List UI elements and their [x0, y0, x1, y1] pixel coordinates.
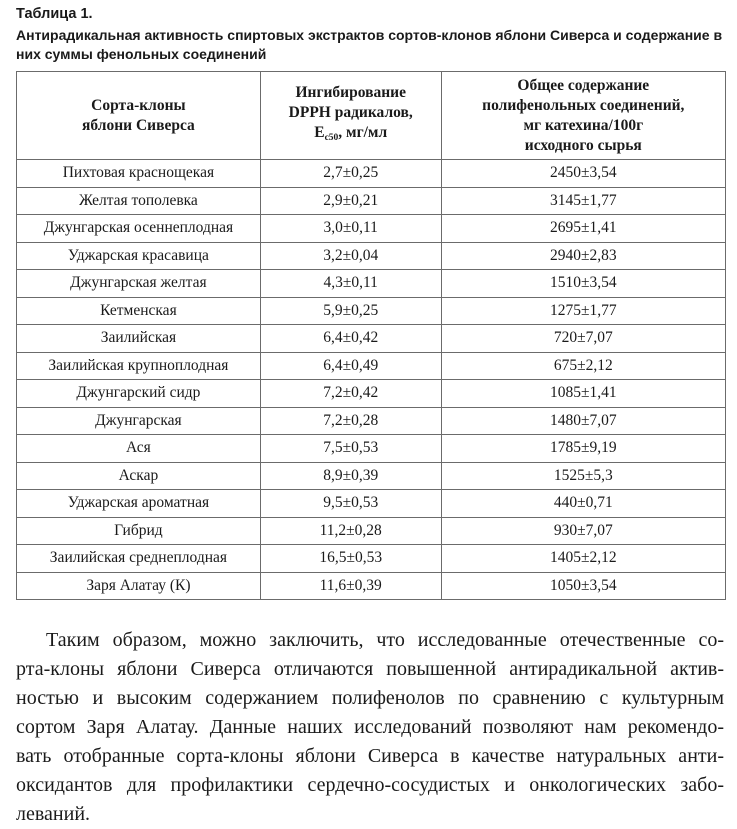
cell-dpph-value: 2,7±0,25: [260, 160, 441, 188]
cell-dpph-value: 9,5±0,53: [260, 490, 441, 518]
cell-polyphenol-value: 440±0,71: [441, 490, 725, 518]
data-table: [16, 71, 726, 600]
cell-dpph-value: 2,9±0,21: [260, 187, 441, 215]
header-polyphenols-line: Общее содержание: [517, 76, 650, 94]
paragraph-line: ностью и высоким содержанием полифенолов по сравнению с культурным: [16, 687, 724, 709]
table-row: [17, 407, 726, 435]
table-row: [17, 270, 726, 298]
cell-polyphenol-value: 1480±7,07: [441, 407, 725, 435]
table-row: [17, 297, 726, 325]
header-polyphenols-line: полифенольных соединений,: [482, 96, 685, 114]
cell-dpph-value: 16,5±0,53: [260, 545, 441, 573]
cell-polyphenol-value: 1275±1,77: [441, 297, 725, 325]
paragraph-line: сортом Заря Алатау. Данные наших исследований позволяют нам рекомендо-: [16, 716, 724, 738]
cell-cultivar: Пихтовая краснощекая: [17, 160, 261, 188]
cell-polyphenol-value: 2940±2,83: [441, 242, 725, 270]
paragraph-line: вать отобранные сорта-клоны яблони Сиверса в качестве натуральных анти-: [16, 745, 724, 767]
table-row: [17, 242, 726, 270]
header-dpph-subscript: c50: [324, 133, 339, 143]
cell-polyphenol-value: 1510±3,54: [441, 270, 725, 298]
cell-cultivar: Заря Алатау (К): [17, 572, 261, 600]
cell-dpph-value: 7,2±0,28: [260, 407, 441, 435]
table-row: [17, 325, 726, 353]
paragraph-line: рта-клоны яблони Сиверса отличаются повышенной антирадикальной актив-: [16, 658, 724, 680]
cell-dpph-value: 5,9±0,25: [260, 297, 441, 325]
cell-polyphenol-value: 1405±2,12: [441, 545, 725, 573]
cell-dpph-value: 8,9±0,39: [260, 462, 441, 490]
cell-cultivar: Уджарская красавица: [17, 242, 261, 270]
cell-cultivar: Гибрид: [17, 517, 261, 545]
cell-dpph-value: 11,6±0,39: [260, 572, 441, 600]
cell-dpph-value: 4,3±0,11: [260, 270, 441, 298]
table-title: Антирадикальная активность спиртовых экстрактов сортов-клонов яблони Сиверса и содержание в них суммы фенольных соединений: [16, 27, 723, 62]
cell-polyphenol-value: 675±2,12: [441, 352, 725, 380]
header-cultivar-line: яблони Сиверса: [82, 116, 195, 134]
conclusion-paragraph: [16, 626, 724, 829]
header-polyphenols-line: исходного сырья: [524, 136, 642, 154]
cell-polyphenol-value: 1085±1,41: [441, 380, 725, 408]
cell-polyphenol-value: 1525±5,3: [441, 462, 725, 490]
table-row: [17, 462, 726, 490]
cell-dpph-value: 11,2±0,28: [260, 517, 441, 545]
cell-cultivar: Заилийская крупноплодная: [17, 352, 261, 380]
cell-dpph-value: 6,4±0,42: [260, 325, 441, 353]
table-row: [17, 160, 726, 188]
table-row: [17, 380, 726, 408]
header-dpph-line: Ингибирование: [295, 84, 406, 101]
cell-polyphenol-value: 2450±3,54: [441, 160, 725, 188]
table-label: Таблица 1.: [16, 6, 93, 22]
paragraph-line: оксидантов для профилактики сердечно-сосудистых и онкологических забо-: [16, 774, 724, 796]
paragraph-line: Таким образом, можно заключить, что исследованные отечественные со-: [46, 629, 724, 651]
header-cultivar: [17, 72, 261, 160]
cell-cultivar: Уджарская ароматная: [17, 490, 261, 518]
cell-dpph-value: 7,2±0,42: [260, 380, 441, 408]
paragraph-line: леваний.: [16, 803, 91, 825]
table-row: [17, 215, 726, 243]
cell-polyphenol-value: 720±7,07: [441, 325, 725, 353]
table-row: [17, 435, 726, 463]
cell-cultivar: Заилийская среднеплодная: [17, 545, 261, 573]
cell-polyphenol-value: 1785±9,19: [441, 435, 725, 463]
cell-cultivar: Кетменская: [17, 297, 261, 325]
cell-polyphenol-value: 2695±1,41: [441, 215, 725, 243]
cell-cultivar: Желтая тополевка: [17, 187, 261, 215]
table-header-row: [17, 72, 726, 160]
header-dpph: [260, 72, 441, 160]
header-dpph-line: [265, 123, 437, 148]
header-dpph-symbol: E: [314, 124, 325, 141]
cell-dpph-value: 3,2±0,04: [260, 242, 441, 270]
table-row: [17, 187, 726, 215]
table-row: [17, 490, 726, 518]
table-body: [17, 160, 726, 600]
table-row: [17, 545, 726, 573]
cell-cultivar: Джунгарская желтая: [17, 270, 261, 298]
cell-polyphenol-value: 3145±1,77: [441, 187, 725, 215]
header-polyphenols-line: мг катехина/100г: [523, 116, 644, 134]
cell-cultivar: Джунгарский сидр: [17, 380, 261, 408]
header-dpph-unit: , мг/мл: [338, 124, 388, 141]
cell-polyphenol-value: 930±7,07: [441, 517, 725, 545]
cell-cultivar: Заилийская: [17, 325, 261, 353]
cell-dpph-value: 7,5±0,53: [260, 435, 441, 463]
cell-cultivar: Аскар: [17, 462, 261, 490]
cell-polyphenol-value: 1050±3,54: [441, 572, 725, 600]
table-row: [17, 517, 726, 545]
cell-cultivar: Джунгарская: [17, 407, 261, 435]
header-cultivar-line: Сорта-клоны: [91, 96, 186, 114]
cell-dpph-value: 3,0±0,11: [260, 215, 441, 243]
cell-cultivar: Джунгарская осеннеплодная: [17, 215, 261, 243]
cell-dpph-value: 6,4±0,49: [260, 352, 441, 380]
header-polyphenols: [441, 72, 725, 160]
table-row: [17, 572, 726, 600]
cell-cultivar: Ася: [17, 435, 261, 463]
header-dpph-line: DPPH радикалов,: [288, 104, 413, 121]
table-row: [17, 352, 726, 380]
